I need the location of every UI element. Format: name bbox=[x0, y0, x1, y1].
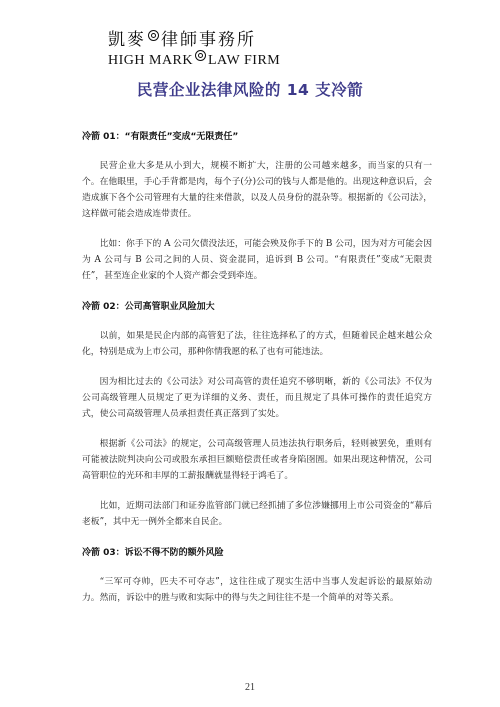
paragraph: 民营企业大多是从小到大，规模不断扩大，注册的公司越来越多，而当家的只有一个。在他眼里，手心手背都是肉，每个子(分)公司的钱与人都是他的。出现这种意识后，会造成旗下各个公司管理有大量的往来借款，以及人员身份的混杂等。根据新的《公司法》，这样做可能会造成连带责任。 bbox=[82, 161, 432, 219]
section-heading: 冷箭 03：诉讼不得不防的额外风险 bbox=[82, 548, 224, 558]
section-2 bbox=[82, 300, 432, 530]
paragraph: 以前，如果是民企内部的高管犯了法，往往选择私了的方式，但随着民企越来越公众化，特别是成为上市公司，那种你情我愿的私了也有可能违法。 bbox=[82, 331, 432, 357]
section-1 bbox=[82, 130, 432, 284]
logo-en-part1: HIGH MARK bbox=[108, 53, 193, 68]
paragraph: 比如：你手下的 A 公司欠债没法还，可能会殃及你手下的 B 公司，因为对方可能会因为 A 公司与 B 公司之间的人员、资金混同，追诉到 B 公司。“有限责任”变成“无限责任”，甚至连企业家的个人资产都会受到牵连。 bbox=[82, 239, 432, 281]
registered-mark-icon bbox=[148, 30, 159, 41]
paragraph: 因为相比过去的《公司法》对公司高管的责任追究不够明晰，新的《公司法》不仅为公司高级管理人员规定了更为详细的义务、责任，而且规定了具体可操作的责任追究方式，使公司高级管理人员承担责任真正落到了实处。 bbox=[82, 377, 432, 419]
section-3 bbox=[82, 546, 432, 606]
registered-mark-icon bbox=[195, 50, 206, 61]
logo-english bbox=[108, 52, 280, 69]
section-heading: 冷箭 02：公司高管职业风险加大 bbox=[82, 302, 215, 312]
paragraph: “三军可夺帅，匹夫不可夺志”，这往往成了现实生活中当事人发起诉讼的最原始动力。然而，诉讼中的胜与败和实际中的得与失之间往往不是一个简单的对等关系。 bbox=[82, 577, 432, 603]
paragraph: 根据新《公司法》的规定，公司高级管理人员违法执行职务后，轻则被罢免，重则有可能被法院判决向公司或股东承担巨额赔偿责任或者身陷囹圄。如果出现这种情况，公司高管职位的光环和丰厚的工薪报酬就显得轻于鸿毛了。 bbox=[82, 439, 432, 481]
logo-chinese bbox=[108, 30, 280, 50]
paragraph: 比如，近期司法部门和证券监管部门就已经抓捕了多位涉嫌挪用上市公司资金的“幕后老板”，其中无一例外全都来自民企。 bbox=[82, 501, 432, 527]
logo-cn-part1: 凱麥 bbox=[108, 30, 146, 50]
page-title: 民营企业法律风险的 14 支冷箭 bbox=[136, 81, 364, 99]
page-number: 21 bbox=[245, 682, 255, 693]
logo-cn-part2: 律師事務所 bbox=[161, 30, 256, 50]
section-heading: 冷箭 01：“有限责任”变成“无限责任” bbox=[82, 132, 239, 142]
article-body bbox=[82, 130, 432, 606]
law-firm-logo bbox=[108, 30, 280, 69]
logo-en-part2: LAW FIRM bbox=[208, 53, 281, 68]
